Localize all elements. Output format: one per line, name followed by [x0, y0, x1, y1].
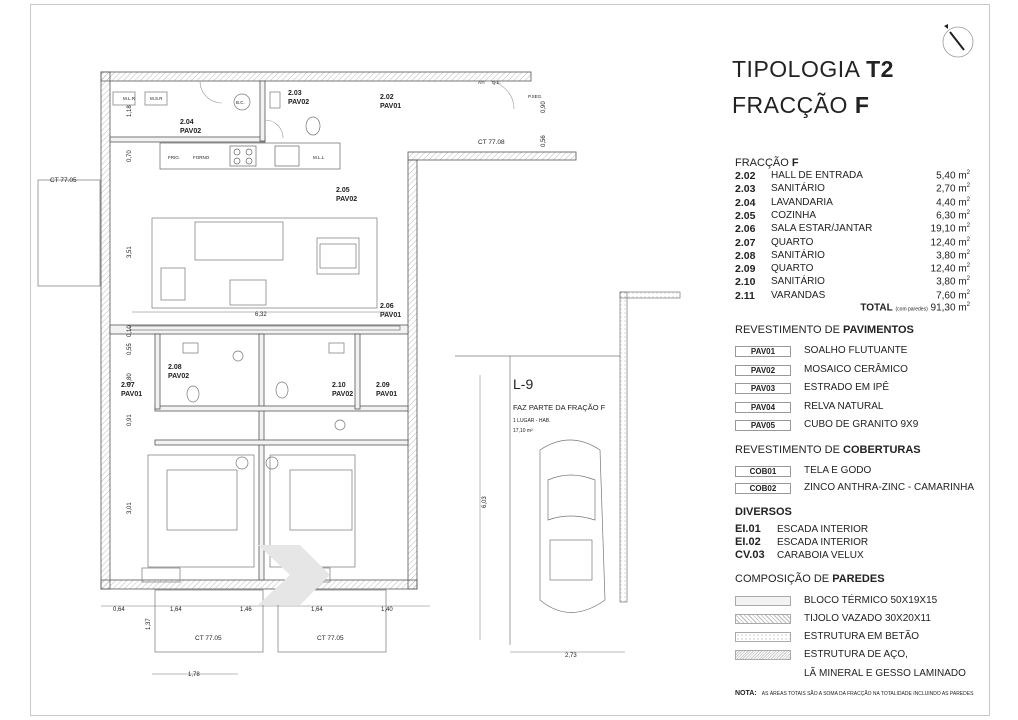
diversos-row	[735, 536, 868, 548]
area-row	[735, 237, 970, 250]
floor-code: PAV02	[735, 365, 791, 376]
beds	[148, 455, 355, 567]
fraction-value: F	[854, 92, 870, 118]
roof-heading-value: COBERTURAS	[843, 444, 921, 456]
room-id: 2.09	[376, 382, 390, 389]
room-id: 2.07	[121, 382, 135, 389]
typology-value: T2	[866, 56, 894, 82]
parking-capacity: 1 LUGAR - HAB.	[513, 418, 551, 424]
roof-code: COB02	[735, 483, 791, 494]
total-note: (com paredes)	[895, 306, 928, 313]
room-name: QUARTO	[771, 236, 814, 248]
room-id: 2.03	[288, 90, 302, 97]
wall-type-label: LÃ MINERAL E GESSO LAMINADO	[804, 668, 966, 679]
watermark	[258, 545, 330, 605]
forno-label: FORNO	[193, 155, 210, 160]
floor-label: ESTRADO EM IPÊ	[804, 382, 890, 393]
diversos-heading: DIVERSOS	[735, 506, 792, 518]
area-row	[735, 263, 970, 276]
msr-label: M.S.R	[150, 96, 163, 101]
room-id: 2.05	[336, 187, 350, 194]
area-row	[735, 223, 970, 236]
note-label: NOTA:	[735, 690, 757, 697]
total-label: TOTAL	[860, 302, 893, 314]
floor-code: PAV04	[735, 402, 791, 413]
floor-code: PAV03	[735, 383, 791, 394]
walls-heading-value: PAREDES	[832, 573, 885, 585]
roof-label: TELA E GODO	[804, 465, 872, 476]
room-name: COZINHA	[771, 209, 816, 221]
dimension: 0,64	[113, 607, 125, 613]
dimension: 1,64	[170, 607, 182, 613]
diversos-code: CV.03	[735, 549, 765, 561]
room-id: 2.08	[168, 364, 182, 371]
level-mark: CT 77.05	[195, 635, 222, 642]
room-area-value: 4,40 m	[936, 196, 967, 208]
room-area-value: 12,40 m	[930, 263, 967, 275]
walls-heading	[735, 573, 885, 585]
room-area-value: 3,80 m	[936, 250, 967, 262]
dimension: 1,37	[146, 618, 152, 630]
room-floor: PAV01	[121, 391, 143, 398]
room-area	[936, 210, 970, 221]
roof-label: ZINCO ANTHRA-ZINC - CAMARINHA	[804, 482, 974, 493]
room-area-value: 12,40 m	[930, 236, 967, 248]
room-area-value: 3,80 m	[936, 276, 967, 288]
room-floor: PAV01	[380, 103, 402, 110]
dimension: 1,46	[240, 607, 252, 613]
area-row	[735, 210, 970, 223]
room-area	[936, 276, 970, 287]
frig-label: FRIG.	[168, 155, 180, 160]
room-area-unit: 2	[966, 196, 970, 203]
level-marks	[50, 139, 505, 642]
dimension: 0,56	[541, 135, 547, 147]
floor-label: CUBO DE GRANITO 9X9	[804, 419, 919, 430]
area-row	[735, 276, 970, 289]
room-name: VARANDAS	[771, 289, 826, 301]
dimension: 0,90	[541, 101, 547, 113]
room-id: 2.06	[380, 303, 394, 310]
diversos-label: ESCADA INTERIOR	[777, 524, 869, 535]
note-text: AS ÁREAS TOTAIS SÃO A SOMA DA FRACÇÃO NA TOTALIDADE INCLUINDO AS PAREDES	[761, 691, 974, 697]
room-area	[931, 237, 970, 248]
wall-type-label: ESTRUTURA DE AÇO,	[804, 649, 908, 660]
interior-walls	[110, 81, 408, 580]
dimension: 1,40	[381, 607, 393, 613]
floor-code: PAV01	[735, 346, 791, 357]
room-area-unit: 2	[966, 236, 970, 243]
dimension: 2,73	[565, 653, 577, 659]
diversos-label: ESCADA INTERIOR	[777, 537, 869, 548]
room-id: 2.02	[380, 94, 394, 101]
room-code: 2.03	[735, 183, 756, 196]
dimension: 0,10	[127, 325, 133, 337]
dimension: 6,03	[482, 496, 488, 508]
wall-type-label: TIJOLO VAZADO 30X20X11	[804, 613, 931, 624]
dimension: 0,80	[127, 373, 133, 385]
room-floor: PAV02	[168, 373, 190, 380]
level-mark: CT 77.05	[50, 177, 77, 184]
room-area	[936, 183, 970, 194]
floor-heading-label: REVESTIMENTO DE	[735, 324, 840, 336]
room-code: 2.08	[735, 249, 756, 262]
room-floor: PAV02	[332, 391, 354, 398]
floor-code: PAV05	[735, 420, 791, 431]
dimension: 0,55	[127, 343, 133, 355]
room-floor: PAV01	[380, 312, 402, 319]
floor-label: RELVA NATURAL	[804, 400, 884, 412]
parking-id: L-9	[513, 376, 534, 392]
wall-type-label: ESTRUTURA EM BETÃO	[804, 631, 920, 642]
room-area-unit: 2	[966, 289, 970, 296]
room-area	[936, 290, 970, 301]
note	[735, 690, 973, 697]
room-code: 2.05	[735, 209, 756, 222]
room-name: LAVANDARIA	[771, 196, 833, 208]
dimension: 1,64	[311, 607, 323, 613]
areas-heading-label: FRACÇÃO	[735, 157, 789, 169]
room-id: 2.10	[332, 382, 346, 389]
parking-area: 17,10 m²	[513, 428, 533, 434]
floor-heading-value: PAVIMENTOS	[843, 324, 914, 336]
area-total	[800, 302, 970, 313]
total-value: 91,30 m	[930, 302, 967, 314]
dimension: 3,51	[127, 246, 133, 258]
room-area-unit: 2	[966, 170, 970, 176]
area-row	[735, 197, 970, 210]
room-area-unit: 2	[966, 249, 970, 256]
diversos-row	[735, 523, 868, 535]
door-swings	[200, 81, 514, 138]
room-name: HALL DE ENTRADA	[771, 170, 863, 181]
mlr-label: M.L.R	[123, 96, 136, 101]
diversos-label: CARABOIA VELUX	[777, 550, 864, 561]
floor-label: MOSAICO CERÂMICO	[804, 363, 908, 375]
dimension: 1,78	[188, 672, 200, 678]
room-area-unit: 2	[966, 223, 970, 230]
room-area	[936, 250, 970, 261]
diversos-row	[735, 549, 864, 561]
area-row	[735, 290, 970, 303]
room-area-value: 19,10 m	[930, 223, 967, 235]
room-floor: PAV01	[376, 391, 398, 398]
room-name: SANITÁRIO	[771, 183, 825, 195]
area-row	[735, 250, 970, 263]
room-area	[936, 170, 970, 181]
wall-swatch	[735, 614, 791, 624]
area-row	[735, 183, 970, 196]
room-area	[931, 263, 970, 274]
walls-heading-label: COMPOSIÇÃO DE	[735, 573, 830, 585]
bc-label: B.C.	[236, 100, 245, 105]
area-row	[735, 170, 970, 183]
areas-heading	[735, 157, 799, 169]
areas-heading-value: F	[791, 157, 799, 169]
level-mark: CT 77.08	[478, 139, 505, 146]
north-arrow-icon	[936, 20, 976, 60]
fraction-title	[732, 92, 869, 119]
room-area	[931, 223, 970, 234]
wall-swatch	[735, 632, 791, 642]
room-name: SALA ESTAR/JANTAR	[771, 223, 873, 235]
room-name: QUARTO	[771, 263, 814, 275]
room-code: 2.04	[735, 196, 756, 209]
room-area-value: 6,30 m	[936, 210, 967, 222]
roof-heading-label: REVESTIMENTO DE	[735, 444, 840, 456]
room-area-unit: 2	[966, 209, 970, 216]
dimension: 0,91	[127, 414, 133, 426]
room-code: 2.07	[735, 236, 756, 249]
dimension: 3,01	[127, 502, 133, 514]
parking-space	[455, 292, 680, 645]
room-code: 2.02	[735, 170, 756, 182]
typology-label: TIPOLOGIA	[732, 56, 860, 82]
room-code: 2.06	[735, 223, 756, 236]
floor-finishes-heading	[735, 324, 914, 336]
wall-swatch	[735, 596, 791, 606]
room-area-value: 2,70 m	[936, 183, 967, 195]
room-area-unit: 2	[966, 276, 970, 283]
pseg-label: P.SEG.	[528, 94, 543, 99]
parking-note: FAZ PARTE DA FRAÇÃO F	[513, 403, 606, 412]
wall-type-label: BLOCO TÉRMICO 50X19X15	[804, 595, 938, 606]
dimension: 0,70	[127, 150, 133, 162]
typology-title	[732, 56, 894, 83]
dimensions	[113, 101, 547, 678]
room-area-value: 7,60 m	[936, 290, 967, 302]
room-name: SANITÁRIO	[771, 249, 825, 261]
room-area	[936, 197, 970, 208]
roof-finishes-heading	[735, 444, 921, 456]
mll-label: M.L.L	[313, 155, 325, 160]
dimension: 1,18	[127, 105, 133, 117]
qe-label: Q.E.	[492, 80, 502, 85]
floor-label: SOALHO FLUTUANTE	[804, 345, 908, 356]
room-floor: PAV02	[288, 99, 310, 106]
dimension: 6,32	[255, 312, 267, 318]
room-area-value: 5,40 m	[936, 170, 967, 182]
room-id: 2.04	[180, 119, 194, 126]
ati-label: ATI	[478, 80, 485, 85]
room-code: 2.11	[735, 289, 755, 302]
wall-swatch	[735, 650, 791, 660]
diversos-code: EI.01	[735, 523, 761, 535]
total-unit: 2	[966, 302, 970, 308]
room-area-unit: 2	[966, 183, 970, 190]
room-code: 2.10	[735, 276, 756, 289]
room-name: SANITÁRIO	[771, 276, 825, 288]
diversos-code: EI.02	[735, 536, 761, 548]
roof-code: COB01	[735, 466, 791, 477]
fraction-label: FRACÇÃO	[732, 92, 848, 118]
room-floor: PAV02	[336, 196, 358, 203]
room-code: 2.09	[735, 263, 756, 276]
level-mark: CT 77.05	[317, 635, 344, 642]
room-floor: PAV02	[180, 128, 202, 135]
room-area-unit: 2	[966, 263, 970, 270]
